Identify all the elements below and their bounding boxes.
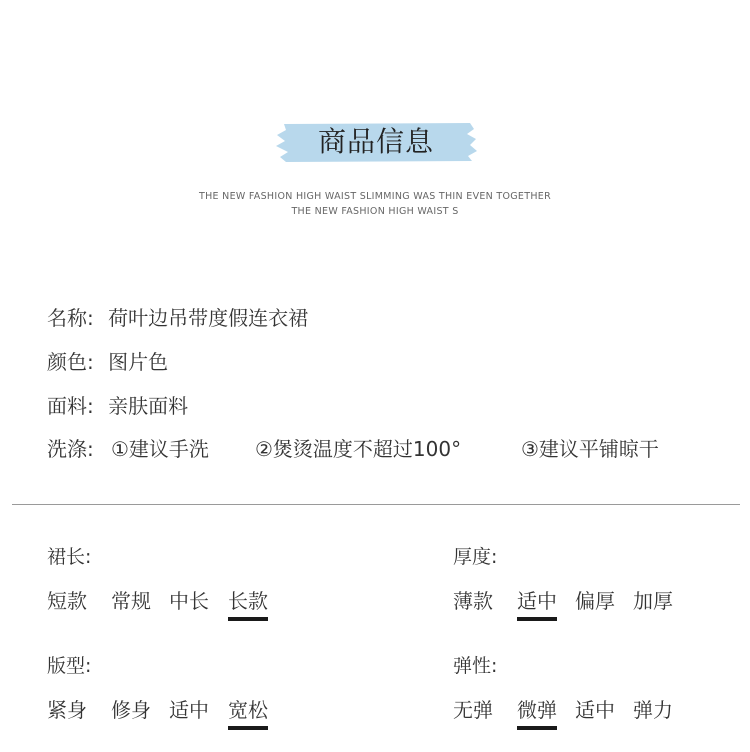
- skirt-length-option-selected: 长款: [228, 585, 268, 614]
- page-title: 商品信息: [317, 125, 434, 158]
- elasticity-option: 弹力: [633, 698, 673, 722]
- elasticity-option-selected: 微弹: [517, 694, 557, 723]
- product-name-row: [47, 302, 308, 331]
- product-wash-row: [47, 433, 707, 459]
- thickness-option-selected: 适中: [517, 585, 557, 614]
- product-color-row: [47, 346, 168, 375]
- product-fabric-value: 亲肤面料: [108, 394, 189, 418]
- fit-option: 修身: [111, 698, 151, 722]
- fit-option: 适中: [169, 698, 209, 722]
- fit-option: 紧身: [47, 698, 87, 722]
- thickness-label: 厚度:: [453, 546, 498, 568]
- english-subtitle-line-1: THE NEW FASHION HIGH WAIST SLIMMING WAS THIN EVEN TOGETHER: [199, 191, 551, 202]
- product-wash-label: 洗涤:: [47, 437, 94, 461]
- product-name-value: 荷叶边吊带度假连衣裙: [108, 306, 309, 330]
- skirt-length-option: 中长: [169, 589, 209, 613]
- skirt-length-label: 裙长:: [47, 546, 92, 568]
- product-color-value: 图片色: [108, 350, 169, 374]
- section-divider: [12, 504, 740, 505]
- thickness-option: 偏厚: [575, 589, 615, 613]
- thickness-option: 薄款: [453, 589, 493, 613]
- product-fabric-label: 面料:: [47, 394, 94, 418]
- fit-label: 版型:: [47, 655, 92, 677]
- fit-option-selected: 宽松: [228, 694, 268, 723]
- wash-instruction-1: ①建议手洗: [111, 437, 209, 461]
- english-subtitle-line-2: THE NEW FASHION HIGH WAIST S: [291, 206, 459, 217]
- product-fabric-row: [47, 390, 188, 419]
- section-title-banner: [274, 120, 478, 164]
- skirt-length-option: 短款: [47, 589, 87, 613]
- elasticity-option: 无弹: [453, 698, 493, 722]
- product-color-label: 颜色:: [47, 350, 94, 374]
- thickness-option: 加厚: [633, 589, 673, 613]
- product-name-label: 名称:: [47, 306, 94, 330]
- elasticity-label: 弹性:: [453, 655, 498, 677]
- wash-instruction-2: ②煲烫温度不超过100°: [255, 437, 462, 461]
- skirt-length-option: 常规: [111, 589, 151, 613]
- elasticity-option: 适中: [575, 698, 615, 722]
- wash-instruction-3: ③建议平铺晾干: [521, 437, 659, 461]
